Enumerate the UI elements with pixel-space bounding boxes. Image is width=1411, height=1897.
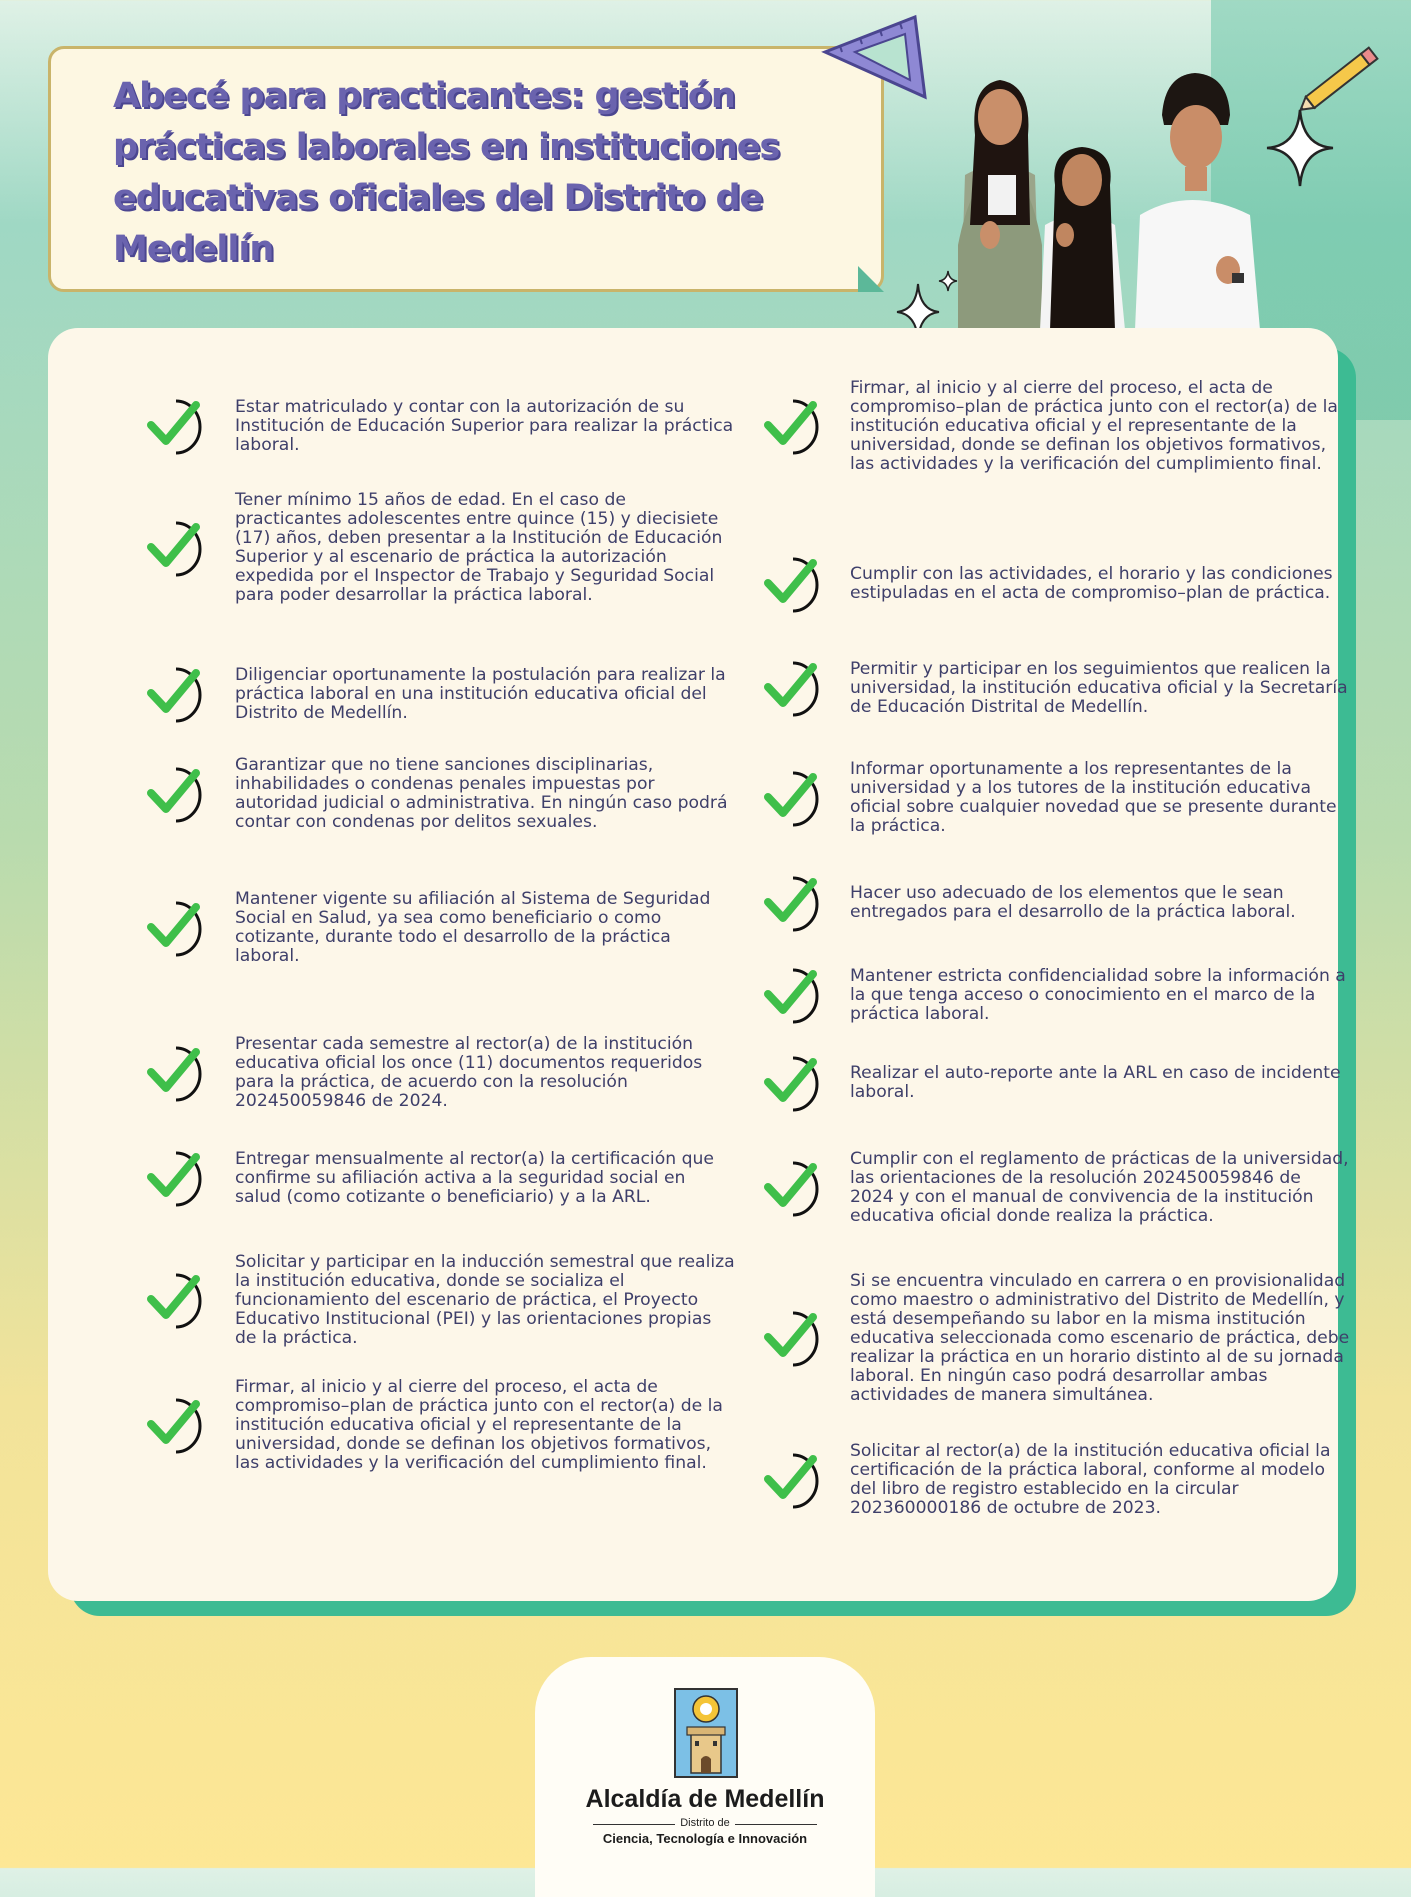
check-icon [763,1449,821,1511]
footer-logo-card [535,1657,875,1897]
check-icon [763,1052,821,1114]
check-icon [763,767,821,829]
set-square-icon [820,12,930,102]
requirement-text: Mantener vigente su afiliación al Sistema de Seguridad Social en Salud, ya sea como beneficiario o como cotizante, durante todo el desarrollo de la práctica laboral. [235,889,711,966]
requirement-text: Firmar, al inicio y al cierre del proceso, el acta de compromiso–plan de práctica junto con el rector(a) de la institución educativa oficial y el representante de la universidad, donde se definan los objetivos formativos, las actividades y la verificación del cumplimiento final. [850,377,1338,474]
requirement-text: Solicitar al rector(a) de la institución educativa oficial la certificación de la práctica laboral, conforme al modelo del libro de registro establecido en la circular 202360000186 de octubre de 2023. [850,1441,1331,1518]
check-icon [146,517,204,579]
check-icon [146,1147,204,1209]
footer-tagline: Ciencia, Tecnología e Innovación [602,1831,808,1846]
requirement-text: Permitir y participar en los seguimientos que realicen la universidad, la institución educativa oficial y la Secretaría de Educación Distrital de Medellín. [850,658,1348,717]
requirement-text: Solicitar y participar en la inducción semestral que realiza la institución educativa, donde se socializa el funcionamiento del escenario de práctica, el Proyecto Educativo Institucional (PEI) y las orientaciones propias de la práctica. [235,1251,735,1348]
check-icon [763,657,821,719]
requirement-text: Informar oportunamente a los representantes de la universidad y a los tutores de la institución educativa oficial sobre cualquier novedad que se presente durante la práctica. [850,759,1337,836]
requirement-text: Realizar el auto-reporte ante la ARL en caso de incidente laboral. [850,1063,1341,1102]
check-icon [763,1307,821,1369]
check-icon [763,395,821,457]
footer-subtitle: Distrito de [680,1817,730,1829]
requirement-text: Diligenciar oportunamente la postulación para realizar la práctica laboral en una institución educativa oficial del Distrito de Medellín. [235,664,726,723]
requirement-text: Firmar, al inicio y al cierre del proceso, el acta de compromiso–plan de práctica junto con el rector(a) de la institución educativa oficial y el representante de la universidad, donde se definan los objetivos formativos, las actividades y la verificación del cumplimiento final. [235,1376,723,1473]
requirement-text: Hacer uso adecuado de los elementos que le sean entregados para el desarrollo de la práctica laboral. [850,883,1296,922]
requirement-text: Si se encuentra vinculado en carrera o en provisionalidad como maestro o administrativo del Distrito de Medellín, y está desempeñando su labor en la misma institución educativa seleccionada como escenario de práctica, debe realizar la práctica en un horario distinto al de su jornada laboral. En ningún caso podrá desarrollar ambas actividades de manera simultánea. [850,1270,1350,1405]
requirement-text: Presentar cada semestre al rector(a) de la institución educativa oficial los once (11) documentos requeridos para la práctica, de acuerdo con la resolución 202450059846 de 2024. [235,1034,703,1111]
requirement-text: Cumplir con el reglamento de prácticas de la universidad, las orientaciones de la resolución 202450059846 de 2024 y con el manual de convivencia de la institución educativa oficial donde realiza la práctica. [850,1149,1349,1226]
check-icon [146,395,204,457]
requirement-text: Garantizar que no tiene sanciones disciplinarias, inhabilidades o condenas penales impuestas por autoridad judicial o administrativa. En ningún caso podrá contar con condenas por delitos sexuales. [235,755,728,832]
check-icon [146,1042,204,1104]
check-icon [763,872,821,934]
check-icon [146,663,204,725]
students-photo [930,55,1330,330]
footer-brand: Alcaldía de Medellín [585,1785,825,1813]
requirements-panel [48,328,1350,1601]
requirement-text: Mantener estricta confidencialidad sobre la información a la que tenga acceso o conocimiento en el marco de la práctica laboral. [850,965,1346,1024]
medellin-crest-icon [673,1687,739,1779]
check-icon [146,763,204,825]
check-icon [763,553,821,615]
check-icon [146,1269,204,1331]
requirement-text: Cumplir con las actividades, el horario y las condiciones estipuladas en el acta de compromiso–plan de práctica. [850,564,1333,603]
requirement-text: Entregar mensualmente al rector(a) la certificación que confirme su afiliación activa a la seguridad social en salud (como cotizante o beneficiario) y a la ARL. [235,1148,714,1207]
check-icon [763,1157,821,1219]
check-icon [763,964,821,1026]
requirement-text: Estar matriculado y contar con la autorización de su Institución de Educación Superior para realizar la práctica laboral. [235,396,734,455]
check-icon [146,1394,204,1456]
title-card [48,46,884,292]
page-title: Abecé para practicantes: gestión prácticas laborales en instituciones educativas oficiales del Distrito de Medellín [113,76,780,269]
check-icon [146,897,204,959]
requirement-text: Tener mínimo 15 años de edad. En el caso de practicantes adolescentes entre quince (15) y diecisiete (17) años, deben presentar a la Institución de Educación Superior y al escenario de práctica la autorización expedida por el Inspector de Trabajo y Seguridad Social para poder desarrollar la práctica laboral. [235,490,723,605]
